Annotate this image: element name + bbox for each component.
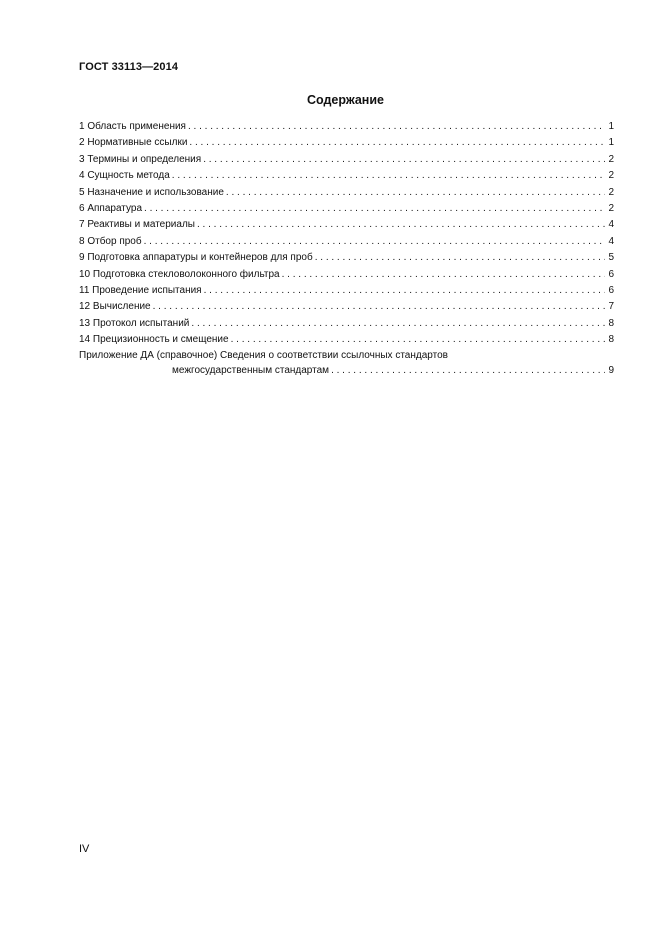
toc-entry-page: 2 — [608, 170, 614, 182]
toc-heading: Содержание — [306, 93, 384, 107]
toc-entry-title: 1 Область применения — [79, 121, 186, 132]
toc-entry-title: 11 Проведение испытания — [79, 284, 202, 296]
toc-entry[interactable] — [79, 168, 614, 184]
toc-entry[interactable] — [79, 152, 614, 168]
dot-leader — [203, 152, 605, 168]
toc-entry-page: 4 — [608, 219, 614, 231]
toc-entry[interactable] — [79, 299, 614, 315]
toc-entry-page: 7 — [608, 301, 614, 313]
dot-leader — [197, 217, 605, 233]
toc-entry-title: 12 Вычисление — [79, 301, 151, 313]
toc-entry-page: 1 — [608, 137, 614, 149]
table-of-contents — [79, 119, 614, 380]
toc-entry-page: 6 — [608, 284, 614, 296]
toc-entry[interactable] — [79, 250, 614, 266]
dot-leader — [204, 283, 605, 299]
toc-entry-page: 6 — [608, 268, 614, 280]
toc-entry-title: 14 Прецизионность и смещение — [79, 334, 229, 346]
toc-entry[interactable] — [79, 135, 614, 151]
toc-entry-title: 2 Нормативные ссылки — [79, 137, 188, 149]
dot-leader — [191, 316, 605, 332]
toc-entry-title: 4 Сущность метода — [79, 170, 170, 182]
dot-leader — [189, 135, 605, 151]
dot-leader — [144, 234, 605, 250]
dot-leader — [315, 250, 605, 266]
toc-entry[interactable] — [79, 119, 614, 135]
toc-entry[interactable] — [79, 267, 614, 283]
annex-title-line1: Приложение ДА (справочное) Сведения о соответствии ссылочных стандартов — [79, 350, 448, 362]
toc-entry-page: 2 — [608, 153, 614, 165]
dot-leader — [172, 168, 605, 184]
annex-title-line2-row — [79, 363, 614, 379]
toc-entry-title: 5 Назначение и использование — [79, 186, 224, 198]
page-number: IV — [79, 843, 90, 855]
toc-entry[interactable] — [79, 283, 614, 299]
toc-entry-title: 6 Аппаратура — [79, 202, 143, 214]
dot-leader — [188, 119, 605, 135]
toc-entry[interactable] — [79, 201, 614, 217]
toc-entry-page: 1 — [608, 121, 614, 132]
dot-leader — [231, 332, 605, 348]
toc-entry-title: 8 Отбор проб — [79, 235, 142, 247]
toc-entry-page: 4 — [608, 235, 614, 247]
annex-title-line2: межгосударственным стандартам — [172, 365, 330, 377]
toc-entry[interactable] — [79, 316, 614, 332]
toc-entry-page: 5 — [608, 252, 614, 264]
toc-entry[interactable] — [79, 185, 614, 201]
standard-designation: ГОСТ 33113—2014 — [79, 61, 179, 73]
toc-entry-title: 13 Протокол испытаний — [79, 317, 190, 329]
toc-entry-page: 8 — [608, 317, 614, 329]
toc-entry-title: 9 Подготовка аппаратуры и контейнеров для проб — [79, 252, 313, 264]
toc-entry-page: 2 — [608, 186, 614, 198]
dot-leader — [153, 299, 605, 315]
toc-entry-title: 10 Подготовка стекловолоконного фильтра — [79, 268, 280, 280]
dot-leader — [144, 201, 605, 217]
toc-entry[interactable] — [79, 332, 614, 348]
toc-entry[interactable] — [79, 217, 614, 233]
toc-entry[interactable] — [79, 234, 614, 250]
dot-leader — [331, 363, 605, 379]
toc-annex-entry[interactable] — [79, 348, 614, 379]
dot-leader — [226, 185, 605, 201]
toc-entry-title: 7 Реактивы и материалы — [79, 219, 195, 231]
toc-entry-page: 2 — [608, 202, 614, 214]
dot-leader — [282, 267, 605, 283]
toc-entry-title: 3 Термины и определения — [79, 153, 202, 165]
annex-page: 9 — [608, 365, 614, 377]
toc-entry-page: 8 — [608, 334, 614, 346]
